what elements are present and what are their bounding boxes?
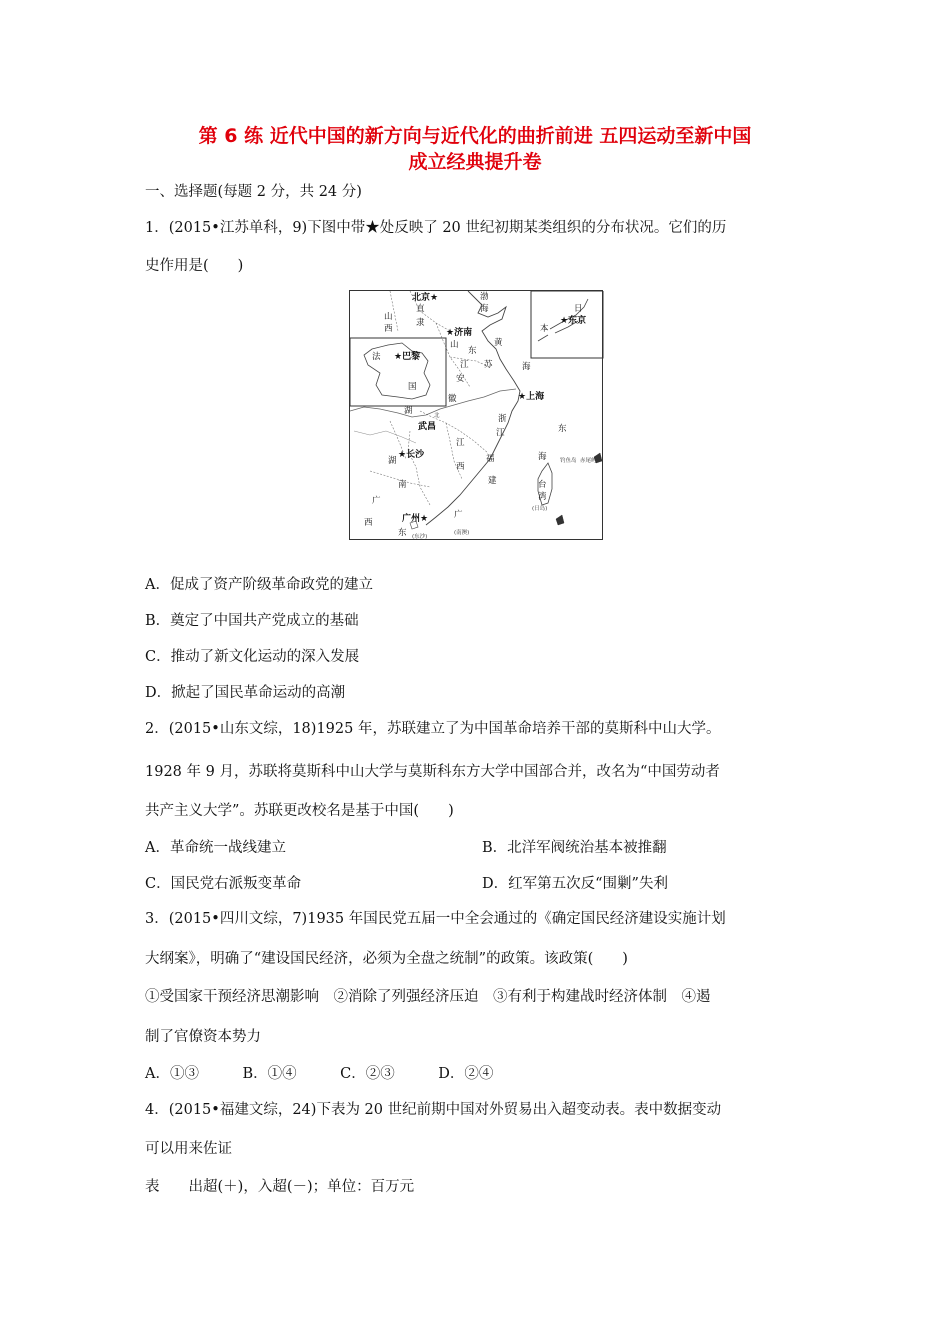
map-label-beijing: 北京★ xyxy=(412,293,439,303)
map-label-xi-gx: 西 xyxy=(364,518,373,528)
page-title-line-1: 第 6 练 近代中国的新方向与近代化的曲折前进 五四运动至新中国 xyxy=(198,125,752,147)
q4-stem-line-1: 4．(2015•福建文综，24)下表为 20 世纪前期中国对外贸易出入超变动表。表中数据变动 xyxy=(145,1102,722,1118)
map-label-jinan: ★济南 xyxy=(446,328,473,338)
q1-stem-line-2: 史作用是( ) xyxy=(145,258,244,274)
map-label-jiang-z: 江 xyxy=(496,428,505,438)
map-label-tokyo: ★东京 xyxy=(560,316,587,326)
historical-map-figure xyxy=(349,290,603,540)
map-label-hu-n: 湖 xyxy=(388,456,397,466)
map-label-dong-d: 东 xyxy=(468,346,477,356)
map-label-jiang-x: 江 xyxy=(456,438,465,448)
q3-statements-line-2: 制了官僚资本势力 xyxy=(145,1029,261,1045)
map-label-zhi: 直 xyxy=(416,304,425,314)
q1-option-c: C．推动了新文化运动的深入发展 xyxy=(145,649,360,665)
map-label-nan-n: 南 xyxy=(398,480,407,490)
section-header: 一、选择题(每题 2 分，共 24 分) xyxy=(145,184,362,200)
map-label-bei-b: 北 xyxy=(434,413,440,419)
q2-option-c: C．国民党右派叛变革命 xyxy=(145,876,302,892)
map-label-guo: 国 xyxy=(408,382,417,392)
q3-stem-line-1: 3．(2015•四川文综，7)1935 年国民党五届一中全会通过的《确定国民经济建设实施计划 xyxy=(145,911,726,927)
q4-table-caption: 表 出超(＋)，入超(－)；单位：百万元 xyxy=(145,1179,415,1195)
q3-statements-line-1: ①受国家干预经济思潮影响 ②消除了列强经济压迫 ③有利于构建战时经济体制 ④遏 xyxy=(145,989,711,1005)
q1-option-a: A．促成了资产阶级革命政党的建立 xyxy=(145,577,373,593)
map-label-hai-h: 海 xyxy=(522,362,531,372)
map-label-guang-d: 广 xyxy=(454,510,463,520)
map-label-tai: 台 xyxy=(538,480,547,490)
map-label-xi-x: 西 xyxy=(456,462,465,472)
map-label-paris: ★巴黎 xyxy=(394,352,421,362)
map-label-ri: 日 xyxy=(574,304,583,314)
q2-option-a: A．革命统一战线建立 xyxy=(145,840,286,856)
map-label-guangzhou: 广州★ xyxy=(402,514,429,524)
map-label-shanghai: ★上海 xyxy=(518,392,545,402)
q2-option-b: B．北洋军阀统治基本被推翻 xyxy=(482,840,667,856)
q3-stem-line-2: 大纲案》，明确了“建设国民经济，必须为全盘之统制”的政策。该政策( ) xyxy=(145,951,628,967)
map-label-zhe: 浙 xyxy=(498,414,507,424)
map-label-hai-bo: 海 xyxy=(480,304,489,314)
map-label-jian: 建 xyxy=(488,476,497,486)
map-label-wuchang: 武昌 xyxy=(418,422,437,432)
map-label-jiang: 江 xyxy=(460,360,469,370)
map-label-li: 隶 xyxy=(416,318,425,328)
map-label-shan-xi: 山 xyxy=(384,312,393,322)
map-label-bo: 渤 xyxy=(480,292,489,302)
q1-stem-line-1: 1．(2015•江苏单科，9)下图中带★处反映了 20 世纪初期某类组织的分布状况。它们的历 xyxy=(145,220,727,236)
map-label-su: 苏 xyxy=(484,360,493,370)
q2-stem-line-3: 共产主义大学”。苏联更改校名是基于中国( ) xyxy=(145,803,454,819)
page-title-line-2: 成立经典提升卷 xyxy=(408,151,542,173)
map-label-huang: 黄 xyxy=(494,338,503,348)
q2-option-d: D．红军第五次反“围剿”失利 xyxy=(482,876,668,892)
map-label-nanao: (南澳) xyxy=(454,530,470,536)
q4-stem-line-2: 可以用来佐证 xyxy=(145,1141,232,1157)
map-label-ri-island: (日岛) xyxy=(532,506,548,512)
map-label-xi-xi: 西 xyxy=(384,324,393,334)
map-label-guang-x: 广 xyxy=(372,496,381,506)
map-label-dongsha: (东沙) xyxy=(412,534,428,540)
q2-stem-line-2: 1928 年 9 月，苏联将莫斯科中山大学与莫斯科东方大学中国部合并，改名为“中国劳动者 xyxy=(145,764,720,780)
map-label-dong-e: 东 xyxy=(558,424,567,434)
map-label-fu: 福 xyxy=(486,454,495,464)
map-label-shan-d: 山 xyxy=(450,340,459,350)
q2-stem-line-1: 2．(2015•山东文综，18)1925 年，苏联建立了为中国革命培养干部的莫斯科中山大学。 xyxy=(145,721,721,737)
map-label-diaoyu: 钓鱼岛 xyxy=(560,458,577,464)
map-label-hu-b: 湖 xyxy=(404,406,413,416)
map-label-hai-e: 海 xyxy=(538,452,547,462)
q1-option-b: B．奠定了中国共产党成立的基础 xyxy=(145,613,359,629)
map-label-chiwei: 赤尾屿 xyxy=(580,458,597,464)
q3-options: A．①③ B．①④ C．②③ D．②④ xyxy=(145,1066,494,1082)
q1-option-d: D．掀起了国民革命运动的高潮 xyxy=(145,685,346,701)
map-label-fa: 法 xyxy=(372,352,381,362)
map-label-dong-gd: 东 xyxy=(398,528,407,538)
map-label-wan: 湾 xyxy=(538,492,547,502)
map-label-an: 安 xyxy=(456,374,465,384)
map-label-hui: 徽 xyxy=(448,394,457,404)
map-label-ben: 本 xyxy=(540,324,549,334)
map-label-changsha: ★长沙 xyxy=(398,450,425,460)
